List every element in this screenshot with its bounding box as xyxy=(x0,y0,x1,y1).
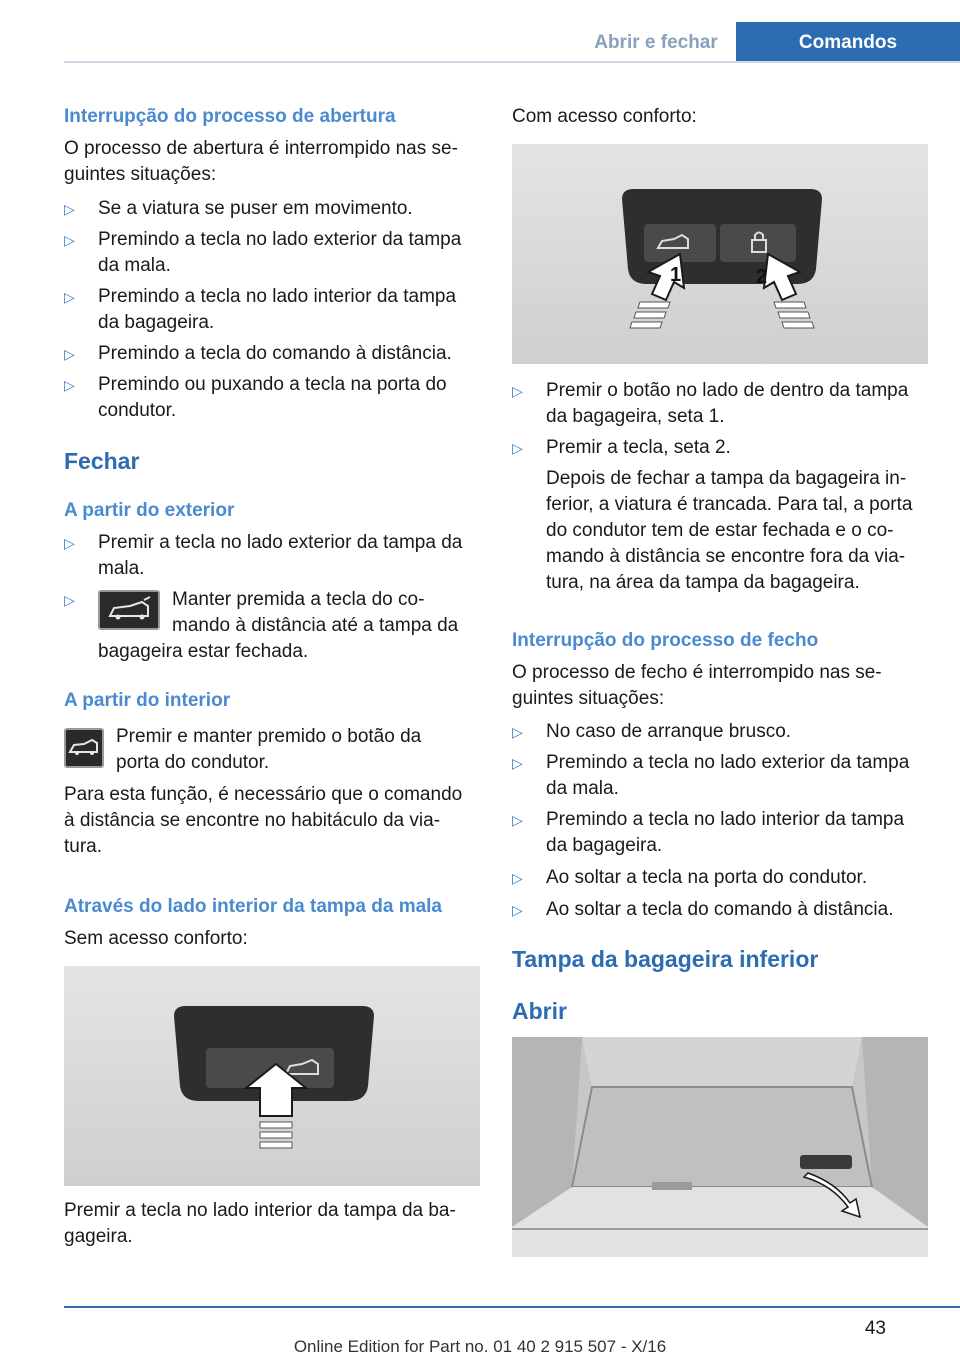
text-line: O processo de fecho é interrompido nas se- xyxy=(512,662,882,683)
triangle-right-icon: ▷ xyxy=(64,232,75,248)
triangle-right-icon: ▷ xyxy=(512,812,523,828)
text-line: Manter premida a tecla do co- xyxy=(172,589,425,610)
outside-heading: A partir do exterior xyxy=(64,500,235,521)
trunk-interior-photo xyxy=(512,1037,928,1257)
text-line: Depois de fechar a tampa da bagageira in- xyxy=(546,468,907,489)
text-line: da bagageira, seta 1. xyxy=(546,406,725,427)
car-trunk-icon xyxy=(98,590,160,630)
text-line: bagageira estar fechada. xyxy=(98,641,309,662)
header-section-tab[interactable]: Abrir e fechar xyxy=(594,32,718,53)
text-line: Premindo a tecla no lado exterior da tampa xyxy=(546,752,910,773)
arrow-1-label: 1 xyxy=(670,264,682,286)
comfort-buttons-photo xyxy=(512,144,928,364)
comfort-note xyxy=(546,466,912,596)
inside-heading: A partir do interior xyxy=(64,690,231,711)
arrow-2-label: 2 xyxy=(756,266,768,288)
text-line: guintes situações: xyxy=(64,164,217,185)
text-line: Premindo ou puxando a tecla na porta do xyxy=(98,374,447,395)
text-line: porta do condutor. xyxy=(116,752,270,773)
text-line: à distância se encontre no habitáculo da via- xyxy=(64,810,441,831)
text-line: Premindo a tecla no lado interior da tampa xyxy=(546,809,905,830)
trunk-button-photo xyxy=(64,966,480,1186)
text-line: Premir a tecla no lado exterior da tampa da xyxy=(98,532,463,553)
text-line: mala. xyxy=(98,558,145,579)
text-line: do condutor tem de estar fechada e o co- xyxy=(546,520,894,541)
no-comfort-label xyxy=(64,926,248,952)
text-line: Premir a tecla no lado interior da tampa da ba- xyxy=(64,1200,456,1221)
text-line: Para esta função, é necessário que o comando xyxy=(64,784,463,805)
footer-rule xyxy=(64,1306,960,1308)
inside-note xyxy=(64,782,462,860)
text-line: gageira. xyxy=(64,1226,133,1247)
triangle-right-icon: ▷ xyxy=(64,535,75,551)
edition-note: Online Edition for Part no. 01 40 2 915 507 - X/16 xyxy=(293,1337,667,1356)
inside-text xyxy=(116,724,421,776)
text-line: mando à distância até a tampa da xyxy=(172,615,459,636)
triangle-right-icon: ▷ xyxy=(512,870,523,886)
text-line: da bagageira. xyxy=(98,312,215,333)
open-heading: Abrir xyxy=(512,998,567,1024)
text-line: Premir a tecla, seta 2. xyxy=(546,437,731,458)
text-line: Premir o botão no lado de dentro da tampa xyxy=(546,380,909,401)
interrupt-open-intro xyxy=(64,136,458,188)
text-line: da mala. xyxy=(98,255,171,276)
triangle-right-icon: ▷ xyxy=(512,440,523,456)
interrupt-open-heading: Interrupção do processo de abertura xyxy=(64,106,396,127)
triangle-right-icon: ▷ xyxy=(64,377,75,393)
text-line: tura. xyxy=(64,836,103,857)
text-line: Ao soltar a tecla do comando à distância. xyxy=(546,899,894,920)
text-line: No caso de arranque brusco. xyxy=(546,721,792,742)
list-item xyxy=(64,587,478,667)
text-line: Premindo a tecla do comando à distância. xyxy=(98,343,452,364)
comfort-label xyxy=(512,104,697,130)
text-line: mando à distância se encontre fora da via- xyxy=(546,546,906,567)
text-line: da mala. xyxy=(546,778,619,799)
text-line: condutor. xyxy=(98,400,177,421)
text-line: Premindo a tecla no lado interior da tampa xyxy=(98,286,457,307)
text-line: Sem acesso conforto: xyxy=(64,928,248,949)
triangle-right-icon: ▷ xyxy=(64,346,75,362)
header-chapter-tab[interactable]: Comandos xyxy=(736,22,960,63)
text-line: O processo de abertura é interrompido nas se- xyxy=(64,138,458,159)
interrupt-close-intro xyxy=(512,660,882,712)
text-line: Se a viatura se puser em movimento. xyxy=(98,198,413,219)
triangle-right-icon: ▷ xyxy=(512,724,523,740)
triangle-right-icon: ▷ xyxy=(64,289,75,305)
text-line: Premir e manter premido o botão da xyxy=(116,726,422,747)
close-heading: Fechar xyxy=(64,448,140,474)
header-rule xyxy=(64,61,960,63)
lower-lid-heading: Tampa da bagageira inferior xyxy=(512,946,819,972)
triangle-right-icon: ▷ xyxy=(64,201,75,217)
text-line: Premindo a tecla no lado exterior da tampa xyxy=(98,229,462,250)
text-line: Com acesso conforto: xyxy=(512,106,697,127)
triangle-right-icon: ▷ xyxy=(64,592,75,608)
no-comfort-caption xyxy=(64,1198,456,1250)
text-line: ferior, a viatura é trancada. Para tal, a porta xyxy=(546,494,913,515)
text-line: guintes situações: xyxy=(512,688,665,709)
text-line: da bagageira. xyxy=(546,835,663,856)
car-trunk-icon xyxy=(64,728,104,768)
interrupt-close-heading: Interrupção do processo de fecho xyxy=(512,630,819,651)
triangle-right-icon: ▷ xyxy=(512,755,523,771)
page-number: 43 xyxy=(864,1318,886,1339)
text-line: Ao soltar a tecla na porta do condutor. xyxy=(546,867,868,888)
triangle-right-icon: ▷ xyxy=(512,902,523,918)
text-line: tura, na área da tampa da bagageira. xyxy=(546,572,860,593)
triangle-right-icon: ▷ xyxy=(512,383,523,399)
lid-heading: Através do lado interior da tampa da mala xyxy=(64,896,442,917)
